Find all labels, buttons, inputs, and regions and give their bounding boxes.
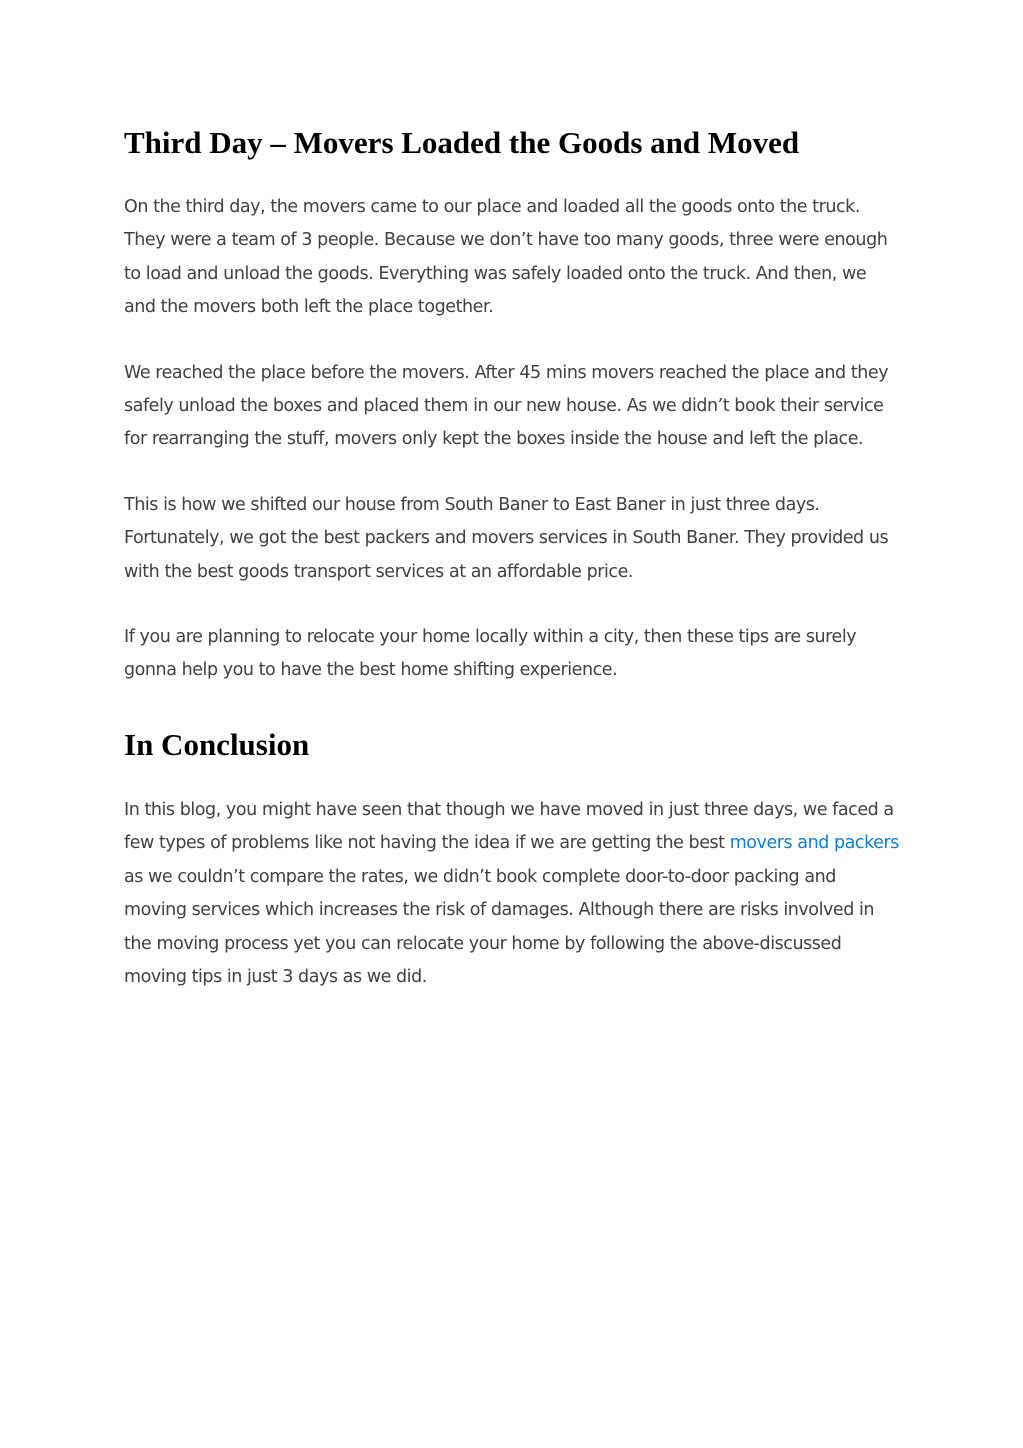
- conclusion-text-after-link: as we couldn’t compare the rates, we didn’t book complete door-to-door packing and moving services which increases the risk of damages. Although there are risks involved in the moving process yet you can relocate your home by following the above-discussed moving tips in just 3 days as we did.: [124, 866, 875, 987]
- document-page: [124, 118, 899, 1026]
- paragraph-reached-place: We reached the place before the movers. After 45 mins movers reached the place and they safely unload the boxes and placed them in our new house. As we didn’t book their service for rearranging the stuff, movers only kept the boxes inside the house and left the place.: [124, 362, 889, 450]
- paragraph-relocate-tips: If you are planning to relocate your home locally within a city, then these tips are surely gonna help you to have the best home shifting experience.: [124, 627, 857, 681]
- movers-and-packers-link[interactable]: movers and packers: [729, 833, 899, 854]
- paragraph-shifted-house: This is how we shifted our house from South Baner to East Baner in just three days. Fortunately, we got the best packers and movers services in South Baner. They provided us with the best goods transport services at an affordable price.: [124, 494, 889, 582]
- section-heading-conclusion: In Conclusion: [124, 726, 310, 762]
- paragraph-third-day-loading: On the third day, the movers came to our place and loaded all the goods onto the truck. They were a team of 3 people. Because we don’t have too many goods, three were enough to load and unload the goods. Everything was safely loaded onto the truck. And then, we and the movers both left the place together.: [124, 197, 888, 318]
- paragraph-conclusion: [124, 794, 899, 994]
- conclusion-text-before-link: In this blog, you might have seen that though we have moved in just three days, we faced a few types of problems like not having the idea if we are getting the best: [124, 799, 894, 854]
- section-heading-third-day: Third Day – Movers Loaded the Goods and Moved: [124, 125, 800, 160]
